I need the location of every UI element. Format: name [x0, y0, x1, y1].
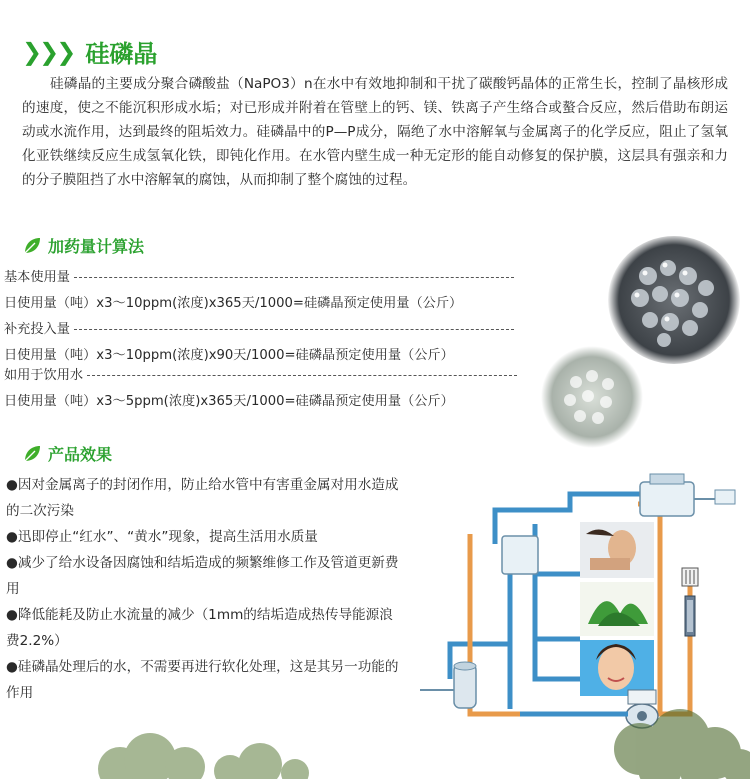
section-title: [22, 34, 157, 69]
water-system-diagram: [410, 464, 740, 744]
crystal-image-small: [540, 346, 644, 448]
dosage-formula-basic: 日使用量（吨）x3～10ppm(浓度)x365天/1000=硅磷晶预定使用量（公斤）: [4, 296, 463, 311]
dosage-formula-drinking: 日使用量（吨）x3～5ppm(浓度)x365天/1000=硅磷晶预定使用量（公斤）: [4, 394, 454, 409]
water-tank-top: [640, 474, 735, 516]
photo-vegetables: [580, 582, 654, 636]
effects-heading: 产品效果: [22, 442, 112, 465]
dosage-label-drinking: 如用于饮用水: [4, 364, 517, 383]
dosage-label-basic: 基本使用量: [4, 266, 514, 285]
page-title: 硅磷晶: [85, 40, 158, 68]
effect-item: ●减少了给水设备因腐蚀和结垢造成的频繁维修工作及管道更新费用: [6, 555, 399, 597]
effect-item: ●因对金属离子的封闭作用，防止给水管中有害重金属对用水造成的二次污染: [6, 477, 399, 519]
photo-smiling-woman: [580, 640, 654, 696]
dosage-label-supplement: 补充投入量: [4, 318, 514, 337]
intro-paragraph: 硅磷晶的主要成分聚合磷酸盐（NaPO3）n在水中有效地抑制和干扰了碳酸钙晶体的正常生长，控制了晶核形成的速度，使之不能沉积形成水垢；对已形成并附着在管壁上的钙、镁、铁离子产生络合或螯合反应，然后借助布朗运动或水流作用，达到最终的阻垢效力。硅磷晶中的P—P成分，隔绝了水中溶解氧与金属离子的化学反应，阻止了氢氧化亚铁继续反应生成氢氧化铁，即钝化作用。在水管内壁生成一种无定形的能自动修复的保护膜，这层具有强亲和力的分子膜阻挡了水中溶解氧的腐蚀，从而抑制了整个腐蚀的过程。: [22, 76, 728, 188]
filter-column: [682, 568, 698, 636]
effect-item: ●迅即停止“红水”、“黄水”现象，提高生活用水质量: [6, 529, 318, 545]
crystal-image-large: [608, 236, 740, 364]
photo-face-washing: [580, 522, 654, 578]
leaf-icon: [22, 236, 42, 256]
effect-item: ●硅磷晶处理后的水，不需要再进行软化处理，这是其另一功能的作用: [6, 659, 399, 701]
chevron-right-icon: ❯❯❯: [22, 37, 74, 66]
dosage-formula-supplement: 日使用量（吨）x3～10ppm(浓度)x90天/1000=硅磷晶预定使用量（公斤）: [4, 348, 454, 363]
effect-item: ●降低能耗及防止水流量的减少（1mm的结垢造成热传导能源浪费2.2%）: [6, 607, 393, 649]
water-tank-middle: [502, 536, 538, 574]
leaf-icon: [22, 444, 42, 464]
tree-decoration: [0, 709, 750, 779]
dosage-heading: 加药量计算法: [22, 234, 144, 257]
